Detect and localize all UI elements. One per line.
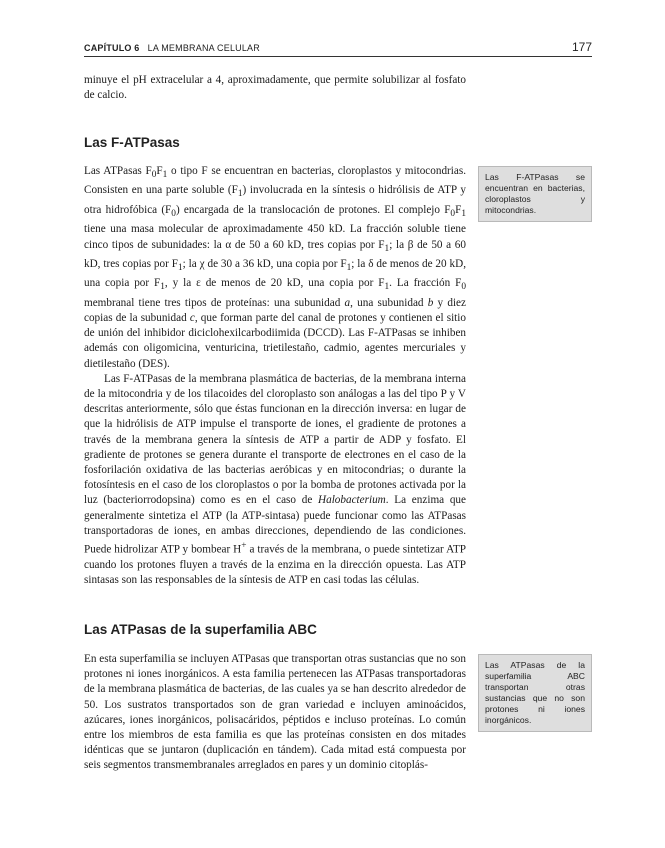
page-number: 177: [571, 40, 592, 54]
paragraph-abc-1: En esta superfamilia se incluyen ATPasas que transportan otras sustancias que no son protones ni iones inorgánicos. A esta familia pertenecen las ATPasas transportadoras de la membrana plasmática de bacterias, de las cuales ya se han descrito alrededor de 50. Los sustratos transportados son de gran variedad e incluyen aminoácidos, azúcares, iones inorgánicos, polisacáridos, péptidos e incluso proteínas. Lo común entre los miembros de esta familia es que las proteínas consisten en dos mitades idénticas que se juntaron (duplicación en tándem). Cada mitad está compuesta por seis segmentos transmembranales arreglados en pares y un dominio citoplás-: [84, 653, 466, 772]
section-title-abc: Las ATPasas de la superfamilia ABC: [84, 622, 317, 637]
sidebar-note-f-atpasas: Las F-ATPasas se encuentran en bacterias, cloroplastos y mitocondrias.: [478, 166, 592, 222]
chapter-heading: [84, 43, 260, 53]
section-body-abc: [84, 652, 466, 774]
intro-paragraph: minuye el pH extracelular a 4, aproximadamente, que permite solubilizar al fosfato de calcio.: [84, 74, 466, 102]
chapter-title: LA MEMBRANA CELULAR: [147, 43, 260, 53]
chapter-label: CAPÍTULO 6: [84, 43, 140, 53]
intro-block: [84, 73, 466, 103]
paragraph-f-atpasas-1: Las ATPasas $F_0F_1$ o tipo F se encuentran en bacterias, cloroplastos y mitocondrias. Consisten en una parte soluble $(F_1)$ involucrada en la síntesis o hidrólisis de ATP y otra hidrofóbica $(F_0)$ encargada de la translocación de protones. El complejo $F_0F_1$ tiene una masa molecular de aproximadamente 450 kD. La fracción soluble tiene cinco tipos de subunidades: la α de 50 a 60 kD, tres copias por $F_1$; la β de 50 a 60 kD, tres copias por $F_1$; la χ de 30 a 36 kD, una copia por $F_1$; la δ de menos de 20 kD, una copia por $F_1$, y la ε de menos de 20 kD, una copia por $F_1$. La fracción $F_0$ membranal tiene tres tipos de proteínas: una subunidad a, una subunidad b y diez copias de la subunidad c, que forman parte del canal de protones y contienen el sitio de unión del inhibidor diciclohexilcarbodiimida (DCCD). Las F-ATPasas se inhiben además con oligomicina, venturicina, trietilestaño, cadmio, agentes mercuriales y dietilestaño (DES).: [84, 165, 467, 370]
paragraph-f-atpasas-2: Las F-ATPasas de la membrana plasmática de bacterias, de la membrana interna de la mitocondria y de los tilacoides del cloroplasto son análogas a las del tipo P y V descritas anteriormente, sólo que éstas funcionan en la dirección inversa: en lugar de que la hidrólisis de ATP impulse el transporte de iones, el gradiente de protones a través de la membrana genera la síntesis de ATP a partir de ADP y fosfato. El gradiente de protones se genera durante el transporte de electrones en el caso de la fosforilación oxidativa de las bacterias aeróbicas y en mitocondrias; o durante la fotosíntesis en el caso de los cloroplastos o por la bomba de protones activada por la luz (bacteriorrodopsina) como es en el caso de Halobacterium. La enzima que generalmente sintetiza el ATP (la ATP-sintasa) puede funcionar como las ATPasas transportadoras de iones, en ambas direcciones, dependiendo de las condiciones. Puede hidrolizar ATP y bombear H+ a través de la membrana, o puede sintetizar ATP cuando los protones fluyen a través de la enzima en la dirección opuesta. Las ATP sintasas son las responsables de la síntesis de ATP en casi todas las células.: [84, 372, 466, 587]
running-header: [84, 36, 592, 57]
section-body-f-atpasas: [84, 164, 466, 588]
sidebar-note-abc: Las ATPasas de la superfamilia ABC transportan otras sustancias que no son protones ni iones inorgánicos.: [478, 654, 592, 732]
section-title-f-atpasas: Las F-ATPasas: [84, 135, 180, 150]
